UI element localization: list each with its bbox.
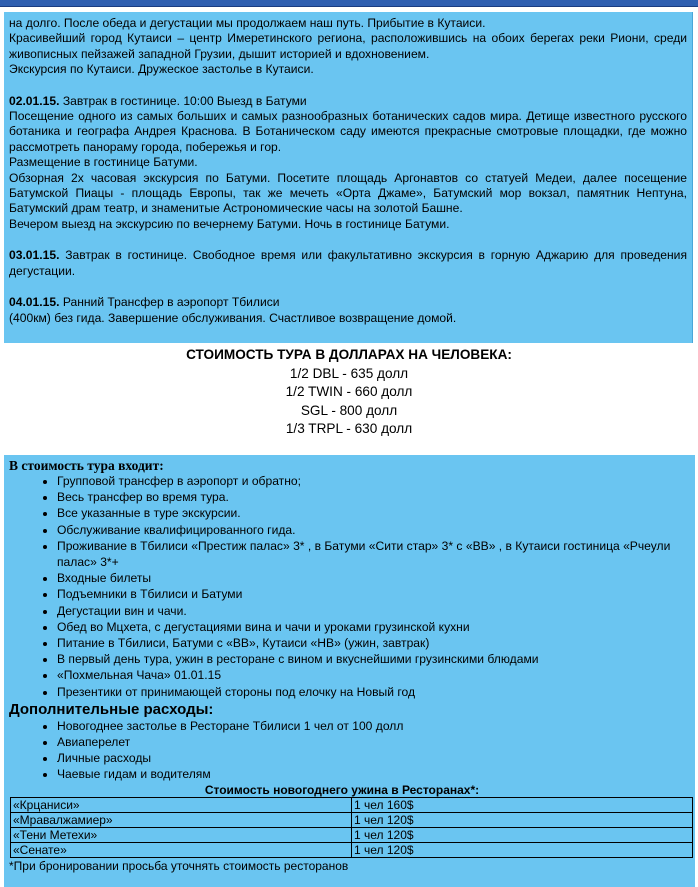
list-item: • Личные расходы <box>57 750 695 766</box>
price-line: 1/3 TRPL - 630 долл <box>285 421 413 436</box>
day-text: Ранний Трансфер в аэропорт Тбилиси <box>62 295 280 310</box>
price-line: 1/2 DBL - 635 долл <box>289 365 409 381</box>
day-text: Вечером выезд на экскурсию по вечернему Батуми. Ночь в гостинице Батуми. <box>9 216 450 231</box>
list-item: • Подъемники в Тбилиси и Батуми <box>57 586 695 602</box>
table-row <box>11 797 693 812</box>
included-panel <box>4 455 695 887</box>
day-text: Завтрак в гостинице. Свободное время или факультативно экскурсия в горную Аджарию для проведения дегустации. <box>9 248 687 278</box>
restaurant-price: 1 чел 120$ <box>352 842 693 857</box>
list-item: • Питание в Тбилиси, Батуми с «ВВ», Кутаиси «НВ» (ужин, завтрак) <box>57 635 695 651</box>
day-text: Обзорная 2х часовая экскурсия по Батуми. Посетите площадь Аргонавтов со статуей Медеи, далее посещение Батумской Пиацы - площадь Европы, так же мечеть «Орта Джаме», Батумский мор вокзал, памятник Нептуна, Батумский драм театр, и знаменитые Астрономические часы на золотой Башне. <box>9 170 687 216</box>
list-item: • Входные билеты <box>57 570 695 586</box>
restaurant-price: 1 чел 160$ <box>352 797 693 812</box>
day-date: 03.01.15. <box>9 248 60 263</box>
list-item: • Обслуживание квалифицированного гида. <box>57 522 695 538</box>
day-text: (400км) без гида. Завершение обслуживания. Счастливое возвращение домой. <box>9 310 457 325</box>
top-border-bar <box>0 0 698 7</box>
list-item: • Презентики от принимающей стороны под елочку на Новый год <box>57 684 695 700</box>
intro-line: Красивейший город Кутаиси – центр Имеретинского региона, расположившись на обоих берегах реки Риони, среди живописных пейзажей западной Грузии, дышит историей и вдохновением. <box>9 31 687 61</box>
table-row <box>11 842 693 857</box>
intro-line: Экскурсия по Кутаиси. Дружеское застолье в Кутаиси. <box>9 62 314 77</box>
included-list <box>9 473 695 700</box>
dinner-table-title: Стоимость новогоднего ужина в Ресторанах*: <box>204 782 480 797</box>
list-item: • Чаевые гидам и водителям <box>57 766 695 782</box>
price-line: SGL - 800 долл <box>300 402 398 418</box>
list-item: • Новогоднее застолье в Ресторане Тбилиси 1 чел от 100 долл <box>57 718 695 734</box>
list-item: • Групповой трансфер в аэропорт и обратно; <box>57 473 695 489</box>
restaurant-price-table <box>10 797 693 858</box>
restaurant-name: «Тени Метехи» <box>11 827 352 842</box>
day-text: Посещение одного из самых больших и самых разнообразных ботанических садов мира. Детище известного русского ботаника и географа Андрея Краснова. В Ботаническом саду имеются прекрасные смотровые площадки, где можно рассмотреть панораму города, побережья и гор. <box>9 109 687 154</box>
list-item: • Обед во Мцхета, с дегустациями вина и чачи и уроками грузинской кухни <box>57 619 695 635</box>
included-title: В стоимость тура входит: <box>9 458 164 473</box>
table-row <box>11 812 693 827</box>
day-heading <box>9 94 687 109</box>
list-item: • Весь трансфер во время тура. <box>57 489 695 505</box>
day-text: Размещение в гостинице Батуми. <box>9 155 198 170</box>
table-row <box>11 827 693 842</box>
list-item: • Авиаперелет <box>57 734 695 750</box>
list-item: • Дегустации вин и чачи. <box>57 603 695 619</box>
price-section <box>0 346 698 439</box>
day-heading-text: Завтрак в гостинице. 10:00 Выезд в Батуми <box>62 93 307 108</box>
restaurant-price: 1 чел 120$ <box>352 827 693 842</box>
day-date: 04.01.15. <box>9 295 60 310</box>
booking-note: *При бронировании просьба уточнять стоимость ресторанов <box>9 858 349 873</box>
list-item: • Проживание в Тбилиси «Престиж палас» 3* , в Батуми «Сити стар» 3* с «ВВ» , в Кутаиси гостиница «Рчеули палас» 3*+ <box>57 538 695 570</box>
extra-costs-title: Дополнительные расходы: <box>9 700 214 718</box>
price-line: 1/2 TWIN - 660 долл <box>285 384 413 399</box>
itinerary-panel <box>4 12 693 343</box>
day-date: 02.01.15. <box>9 93 60 108</box>
list-item: • «Похмельная Чача» 01.01.15 <box>57 667 695 683</box>
day-paragraph <box>9 248 687 279</box>
price-title: СТОИМОСТЬ ТУРА В ДОЛЛАРАХ НА ЧЕЛОВЕКА: <box>186 347 512 362</box>
restaurant-name: «Крцаниси» <box>11 797 352 812</box>
intro-line: на долго. После обеда и дегустации мы продолжаем наш путь. Прибытие в Кутаиси. <box>9 16 486 30</box>
restaurant-price: 1 чел 120$ <box>352 812 693 827</box>
list-item: • В первый день тура, ужин в ресторане с вином и вкуснейшими грузинскими блюдами <box>57 651 695 667</box>
list-item: • Все указанные в туре экскурсии. <box>57 505 695 521</box>
extra-costs-list <box>9 718 695 783</box>
restaurant-name: «Мравалжамиер» <box>11 812 352 827</box>
restaurant-name: «Сенате» <box>11 842 352 857</box>
day-paragraph <box>9 295 687 310</box>
